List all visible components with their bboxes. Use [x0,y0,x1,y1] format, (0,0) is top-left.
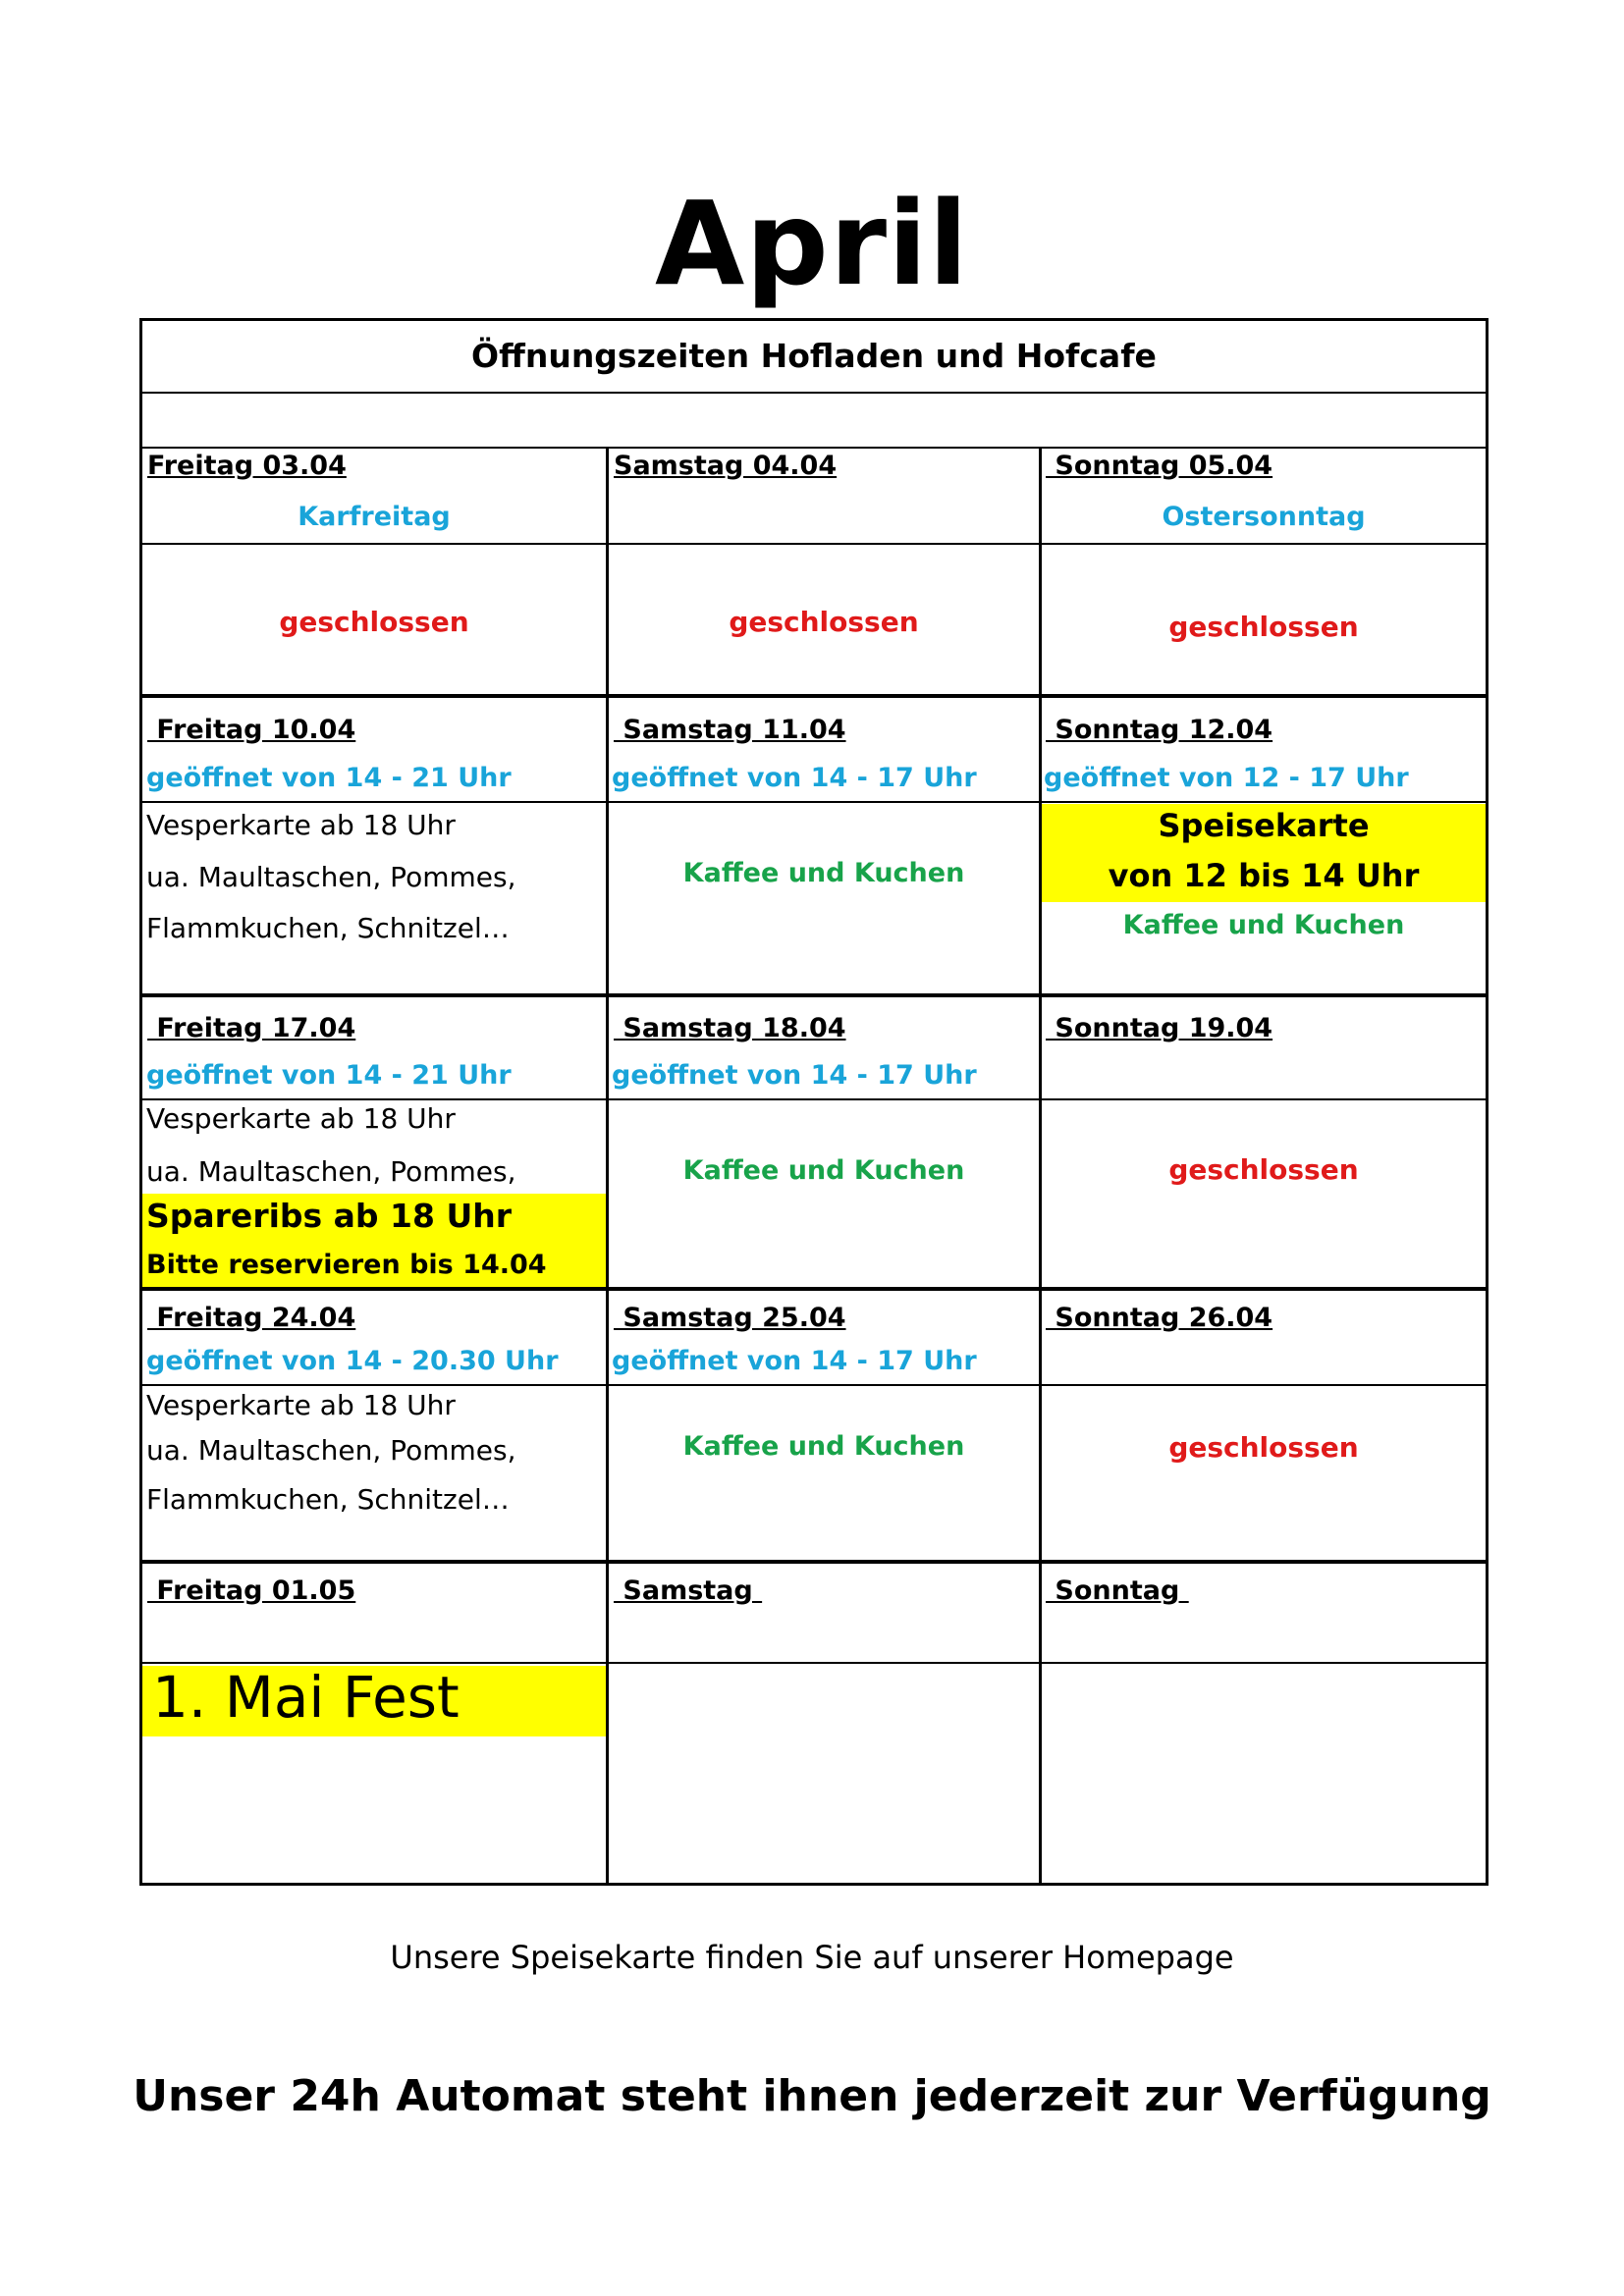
week-divider [142,694,1486,698]
menu-note: Vesperkarte ab 18 Uhr [146,1102,456,1135]
date-saturday: Samstag 18.04 [614,1013,846,1043]
date-sunday: Sonntag 05.04 [1046,451,1273,481]
automat-note: Unser 24h Automat steht ihnen jederzeit zur Verfügung [133,2071,1491,2121]
date-saturday: Samstag 11.04 [614,715,846,745]
highlight-line: von 12 bis 14 Uhr [1108,857,1420,894]
date-sunday: Sonntag 26.04 [1046,1303,1273,1333]
opening-hours: geöffnet von 14 - 20.30 Uhr [146,1346,559,1376]
status-closed: geschlossen [1168,1431,1359,1464]
row-divider [142,447,1486,449]
menu-note: Vesperkarte ab 18 Uhr [146,1389,456,1421]
row-divider [142,392,1486,394]
row-divider [142,1384,1486,1386]
week-divider [142,1287,1486,1291]
opening-hours: geöffnet von 14 - 17 Uhr [612,763,977,793]
date-saturday: Samstag [614,1575,763,1606]
page-title: April [655,176,969,311]
week-divider [142,993,1486,997]
homepage-note: Unsere Speisekarte finden Sie auf unserer Homepage [390,1939,1234,1976]
cafe-offer: Kaffee und Kuchen [682,1155,965,1186]
opening-hours: geöffnet von 14 - 17 Uhr [612,1060,977,1091]
opening-hours-table [139,318,1489,1886]
week-divider [142,1560,1486,1564]
cafe-offer: Kaffee und Kuchen [682,1431,965,1462]
date-saturday: Samstag 25.04 [614,1303,846,1333]
date-friday: Freitag 03.04 [147,451,347,481]
date-friday: Freitag 01.05 [147,1575,356,1606]
opening-hours: geöffnet von 14 - 21 Uhr [146,763,512,793]
date-saturday: Samstag 04.04 [614,451,838,481]
cafe-offer: Kaffee und Kuchen [682,858,965,888]
menu-note: ua. Maultaschen, Pommes, [146,1155,516,1188]
holiday-label: Karfreitag [298,502,451,532]
menu-note: Flammkuchen, Schnitzel… [146,1483,510,1516]
menu-note: Vesperkarte ab 18 Uhr [146,809,456,841]
row-divider [142,801,1486,803]
highlight-line: Bitte reservieren bis 14.04 [146,1250,547,1280]
date-friday: Freitag 10.04 [147,715,356,745]
highlight-line: Speisekarte [1158,807,1370,844]
status-closed: geschlossen [1168,611,1359,643]
menu-note: ua. Maultaschen, Pommes, [146,861,516,893]
holiday-label: Ostersonntag [1162,502,1366,532]
menu-note: ua. Maultaschen, Pommes, [146,1434,516,1467]
row-divider [142,1098,1486,1100]
status-closed: geschlossen [279,606,469,638]
date-sunday: Sonntag 12.04 [1046,715,1273,745]
date-friday: Freitag 24.04 [147,1303,356,1333]
date-sunday: Sonntag [1046,1575,1189,1606]
status-closed: geschlossen [1168,1153,1359,1186]
menu-note: Flammkuchen, Schnitzel… [146,912,510,944]
table-heading: Öffnungszeiten Hofladen und Hofcafe [471,337,1157,375]
opening-hours: geöffnet von 14 - 21 Uhr [146,1060,512,1091]
event-highlight: 1. Mai Fest [152,1664,460,1731]
date-sunday: Sonntag 19.04 [1046,1013,1273,1043]
date-friday: Freitag 17.04 [147,1013,356,1043]
row-divider [142,543,1486,545]
status-closed: geschlossen [729,606,919,638]
opening-hours: geöffnet von 14 - 17 Uhr [612,1346,977,1376]
cafe-offer: Kaffee und Kuchen [1122,910,1405,940]
opening-hours: geöffnet von 12 - 17 Uhr [1044,763,1409,793]
highlight-line: Spareribs ab 18 Uhr [146,1197,513,1235]
